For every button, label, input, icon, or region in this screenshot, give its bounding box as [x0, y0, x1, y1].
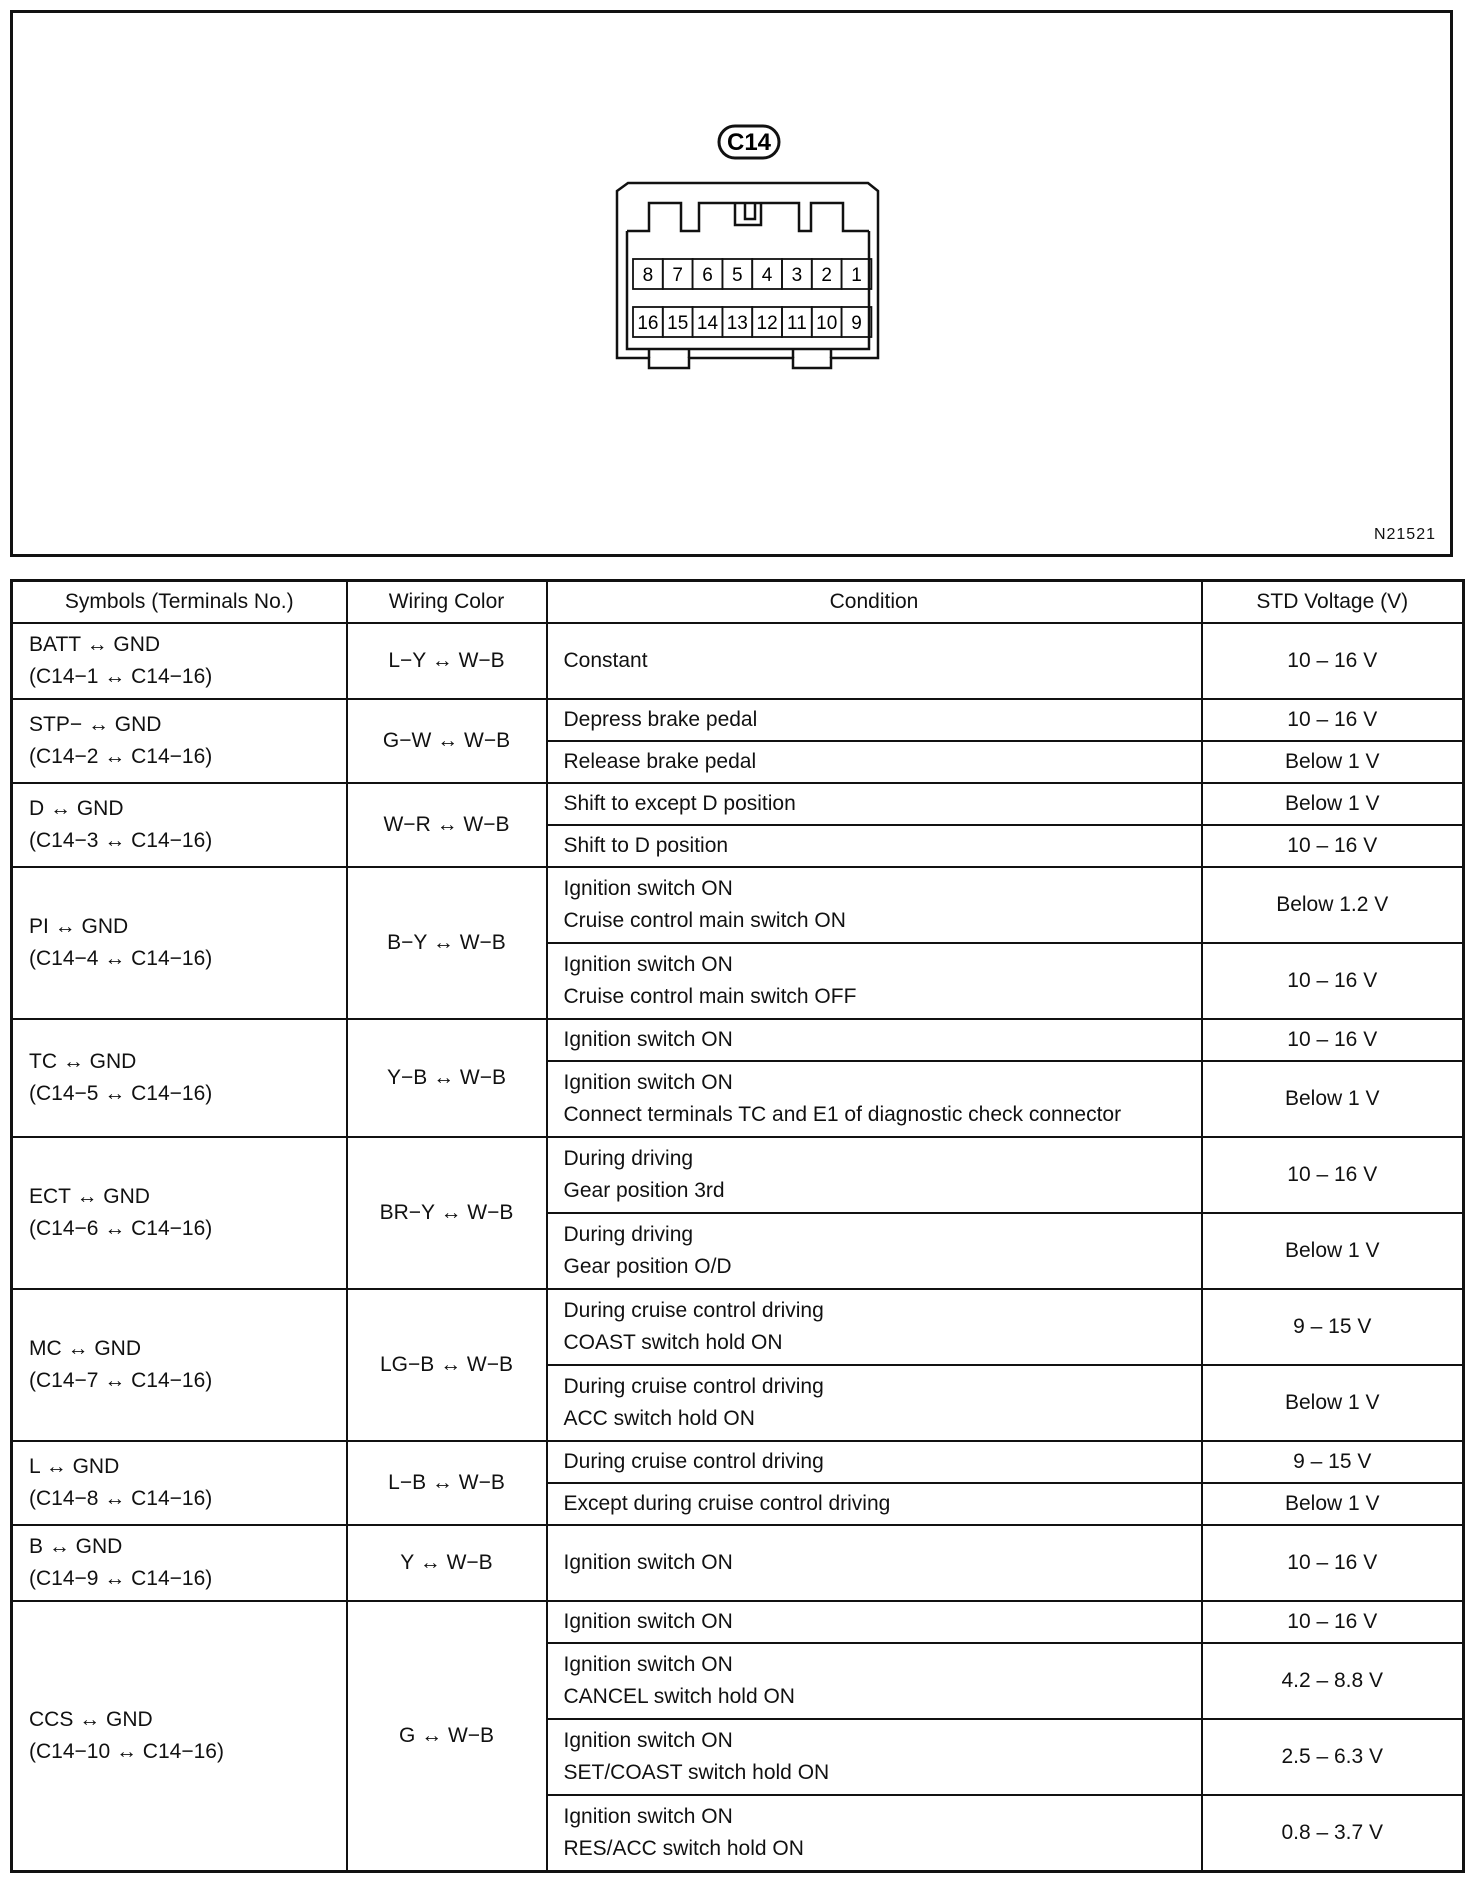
std-voltage-cell: Below 1 V: [1202, 1061, 1464, 1137]
condition-line: During cruise control driving: [563, 1375, 824, 1398]
std-voltage-cell: 0.8 – 3.7 V: [1202, 1795, 1464, 1871]
std-voltage-cell: 10 – 16 V: [1202, 1601, 1464, 1643]
std-voltage-cell: 10 – 16 V: [1202, 1019, 1464, 1061]
pin-number: 5: [732, 265, 743, 286]
pin-number: 3: [791, 265, 803, 286]
figure-code: N21521: [1373, 526, 1436, 543]
symbol-name: PI ↔ GND: [29, 915, 129, 938]
condition-cell: [547, 943, 1202, 1019]
std-voltage-cell: 10 – 16 V: [1202, 943, 1464, 1019]
condition-line: Ignition switch ON: [563, 877, 733, 900]
condition-line: Cruise control main switch ON: [563, 909, 846, 932]
table-row: [12, 867, 1464, 943]
symbol-cell: [12, 1137, 347, 1289]
std-voltage-cell: 10 – 16 V: [1202, 623, 1464, 699]
connector-housing: [617, 183, 878, 368]
symbol-cell: [12, 783, 347, 867]
pin-number: 12: [756, 313, 778, 334]
condition-line: Release brake pedal: [563, 750, 757, 773]
std-voltage-cell: 4.2 – 8.8 V: [1202, 1643, 1464, 1719]
condition-line: During driving: [563, 1223, 694, 1246]
std-voltage-cell: Below 1.2 V: [1202, 867, 1464, 943]
condition-line: Ignition switch ON: [563, 1653, 733, 1676]
condition-line: RES/ACC switch hold ON: [563, 1836, 804, 1860]
pin-number: 2: [821, 265, 832, 286]
condition-cell: [547, 1601, 1202, 1643]
condition-line: CANCEL switch hold ON: [563, 1685, 795, 1708]
terminal-numbers: (C14−3 ↔ C14−16): [29, 829, 213, 852]
condition-line: During driving: [563, 1147, 694, 1170]
terminal-numbers: (C14−6 ↔ C14−16): [29, 1217, 213, 1240]
symbol-name: TC ↔ GND: [29, 1050, 137, 1073]
pin-number: 7: [672, 265, 683, 286]
condition-cell: [547, 825, 1202, 867]
terminal-spec-table: [10, 579, 1465, 1873]
condition-line: Except during cruise control driving: [563, 1492, 891, 1515]
condition-line: Constant: [563, 649, 648, 672]
symbol-name: MC ↔ GND: [29, 1337, 141, 1360]
table-row: [12, 783, 1464, 825]
condition-cell: [547, 1643, 1202, 1719]
condition-line: Ignition switch ON: [563, 1028, 733, 1051]
wiring-color-cell: W−R ↔ W−B: [347, 783, 547, 867]
pin-number: 10: [816, 313, 838, 334]
condition-line: During cruise control driving: [563, 1299, 824, 1322]
condition-line: Connect terminals TC and E1 of diagnostic check connector: [563, 1103, 1122, 1126]
terminal-numbers: (C14−1 ↔ C14−16): [29, 665, 213, 688]
condition-line: During cruise control driving: [563, 1450, 824, 1473]
pin-number: 15: [667, 313, 689, 334]
condition-line: Depress brake pedal: [563, 708, 758, 731]
condition-cell: [547, 783, 1202, 825]
std-voltage-cell: 10 – 16 V: [1202, 825, 1464, 867]
wiring-color-cell: BR−Y ↔ W−B: [347, 1137, 547, 1289]
condition-line: Gear position O/D: [563, 1255, 732, 1278]
table-row: [12, 1289, 1464, 1365]
symbol-name: D ↔ GND: [29, 797, 124, 820]
condition-cell: [547, 1525, 1202, 1601]
pin-number: 1: [851, 265, 862, 286]
condition-cell: [547, 1719, 1202, 1795]
connector-label: C14: [726, 129, 772, 156]
terminal-numbers: (C14−9 ↔ C14−16): [29, 1567, 213, 1590]
std-voltage-cell: 2.5 – 6.3 V: [1202, 1719, 1464, 1795]
condition-cell: [547, 741, 1202, 783]
condition-cell: [547, 1441, 1202, 1483]
std-voltage-cell: Below 1 V: [1202, 783, 1464, 825]
header-std-voltage: STD Voltage (V): [1202, 581, 1464, 624]
condition-cell: [547, 1483, 1202, 1525]
symbol-cell: [12, 1525, 347, 1601]
condition-cell: [547, 1019, 1202, 1061]
header-condition: Condition: [547, 581, 1202, 624]
condition-line: Shift to D position: [563, 834, 729, 857]
condition-line: Ignition switch ON: [563, 1610, 733, 1633]
condition-line: Shift to except D position: [563, 792, 796, 815]
symbol-name: BATT ↔ GND: [29, 633, 161, 656]
condition-line: Ignition switch ON: [563, 1729, 733, 1752]
condition-cell: [547, 623, 1202, 699]
table-body: [12, 623, 1464, 1871]
std-voltage-cell: 9 – 15 V: [1202, 1441, 1464, 1483]
symbol-name: STP− ↔ GND: [29, 713, 162, 736]
condition-cell: [547, 1137, 1202, 1213]
condition-cell: [547, 699, 1202, 741]
symbol-name: CCS ↔ GND: [29, 1707, 153, 1731]
wiring-color-cell: Y ↔ W−B: [347, 1525, 547, 1601]
wiring-color-cell: G−W ↔ W−B: [347, 699, 547, 783]
std-voltage-cell: 9 – 15 V: [1202, 1289, 1464, 1365]
symbol-cell: [12, 1601, 347, 1871]
terminal-numbers: (C14−2 ↔ C14−16): [29, 745, 213, 768]
condition-cell: [547, 867, 1202, 943]
table-row: [12, 1601, 1464, 1643]
pin-number: 8: [642, 265, 654, 286]
wiring-color-cell: L−B ↔ W−B: [347, 1441, 547, 1525]
terminal-numbers: (C14−4 ↔ C14−16): [29, 947, 213, 970]
condition-line: SET/COAST switch hold ON: [563, 1761, 830, 1784]
condition-line: Ignition switch ON: [563, 953, 733, 976]
table-row: [12, 1019, 1464, 1061]
pin-number: 16: [637, 313, 659, 334]
symbol-cell: [12, 1019, 347, 1137]
table-header-row: [12, 581, 1464, 624]
pin-number: 11: [787, 313, 807, 334]
std-voltage-cell: Below 1 V: [1202, 741, 1464, 783]
symbol-cell: [12, 699, 347, 783]
wiring-color-cell: B−Y ↔ W−B: [347, 867, 547, 1019]
symbol-cell: [12, 867, 347, 1019]
table-row: [12, 1137, 1464, 1213]
condition-cell: [547, 1061, 1202, 1137]
condition-cell: [547, 1289, 1202, 1365]
symbol-cell: [12, 1289, 347, 1441]
condition-line: Gear position 3rd: [563, 1179, 725, 1202]
wiring-color-cell: G ↔ W−B: [347, 1601, 547, 1871]
std-voltage-cell: 10 – 16 V: [1202, 1525, 1464, 1601]
connector-c14-drawing: [13, 13, 1456, 560]
table-row: [12, 1525, 1464, 1601]
terminal-numbers: (C14−5 ↔ C14−16): [29, 1082, 213, 1105]
terminal-numbers: (C14−10 ↔ C14−16): [29, 1739, 224, 1763]
symbol-name: L ↔ GND: [29, 1455, 120, 1478]
symbol-cell: [12, 1441, 347, 1525]
wiring-color-cell: Y−B ↔ W−B: [347, 1019, 547, 1137]
pin-number: 9: [851, 313, 862, 334]
connector-label-badge: [719, 126, 779, 158]
terminal-numbers: (C14−7 ↔ C14−16): [29, 1369, 213, 1392]
pin-number: 14: [696, 313, 719, 334]
condition-cell: [547, 1795, 1202, 1871]
condition-cell: [547, 1213, 1202, 1289]
symbol-cell: [12, 623, 347, 699]
pin-number: 6: [702, 265, 713, 286]
wiring-color-cell: LG−B ↔ W−B: [347, 1289, 547, 1441]
std-voltage-cell: Below 1 V: [1202, 1365, 1464, 1441]
std-voltage-cell: 10 – 16 V: [1202, 1137, 1464, 1213]
condition-cell: [547, 1365, 1202, 1441]
table-row: [12, 1441, 1464, 1483]
condition-line: Ignition switch ON: [563, 1071, 733, 1094]
condition-line: Ignition switch ON: [563, 1804, 733, 1828]
std-voltage-cell: Below 1 V: [1202, 1213, 1464, 1289]
condition-line: COAST switch hold ON: [563, 1331, 783, 1354]
header-symbols: Symbols (Terminals No.): [12, 581, 347, 624]
condition-line: ACC switch hold ON: [563, 1407, 755, 1430]
symbol-name: ECT ↔ GND: [29, 1185, 150, 1208]
symbol-name: B ↔ GND: [29, 1535, 123, 1558]
pin-grid: [633, 259, 871, 337]
std-voltage-cell: Below 1 V: [1202, 1483, 1464, 1525]
pin-number: 13: [726, 313, 748, 334]
terminal-numbers: (C14−8 ↔ C14−16): [29, 1487, 213, 1510]
condition-line: Cruise control main switch OFF: [563, 985, 857, 1008]
connector-diagram-panel: [10, 10, 1453, 557]
pin-number: 4: [761, 265, 773, 286]
condition-line: Ignition switch ON: [563, 1551, 733, 1574]
wiring-color-cell: L−Y ↔ W−B: [347, 623, 547, 699]
table-row: [12, 699, 1464, 741]
header-wiring-color: Wiring Color: [347, 581, 547, 624]
std-voltage-cell: 10 – 16 V: [1202, 699, 1464, 741]
table-row: [12, 623, 1464, 699]
